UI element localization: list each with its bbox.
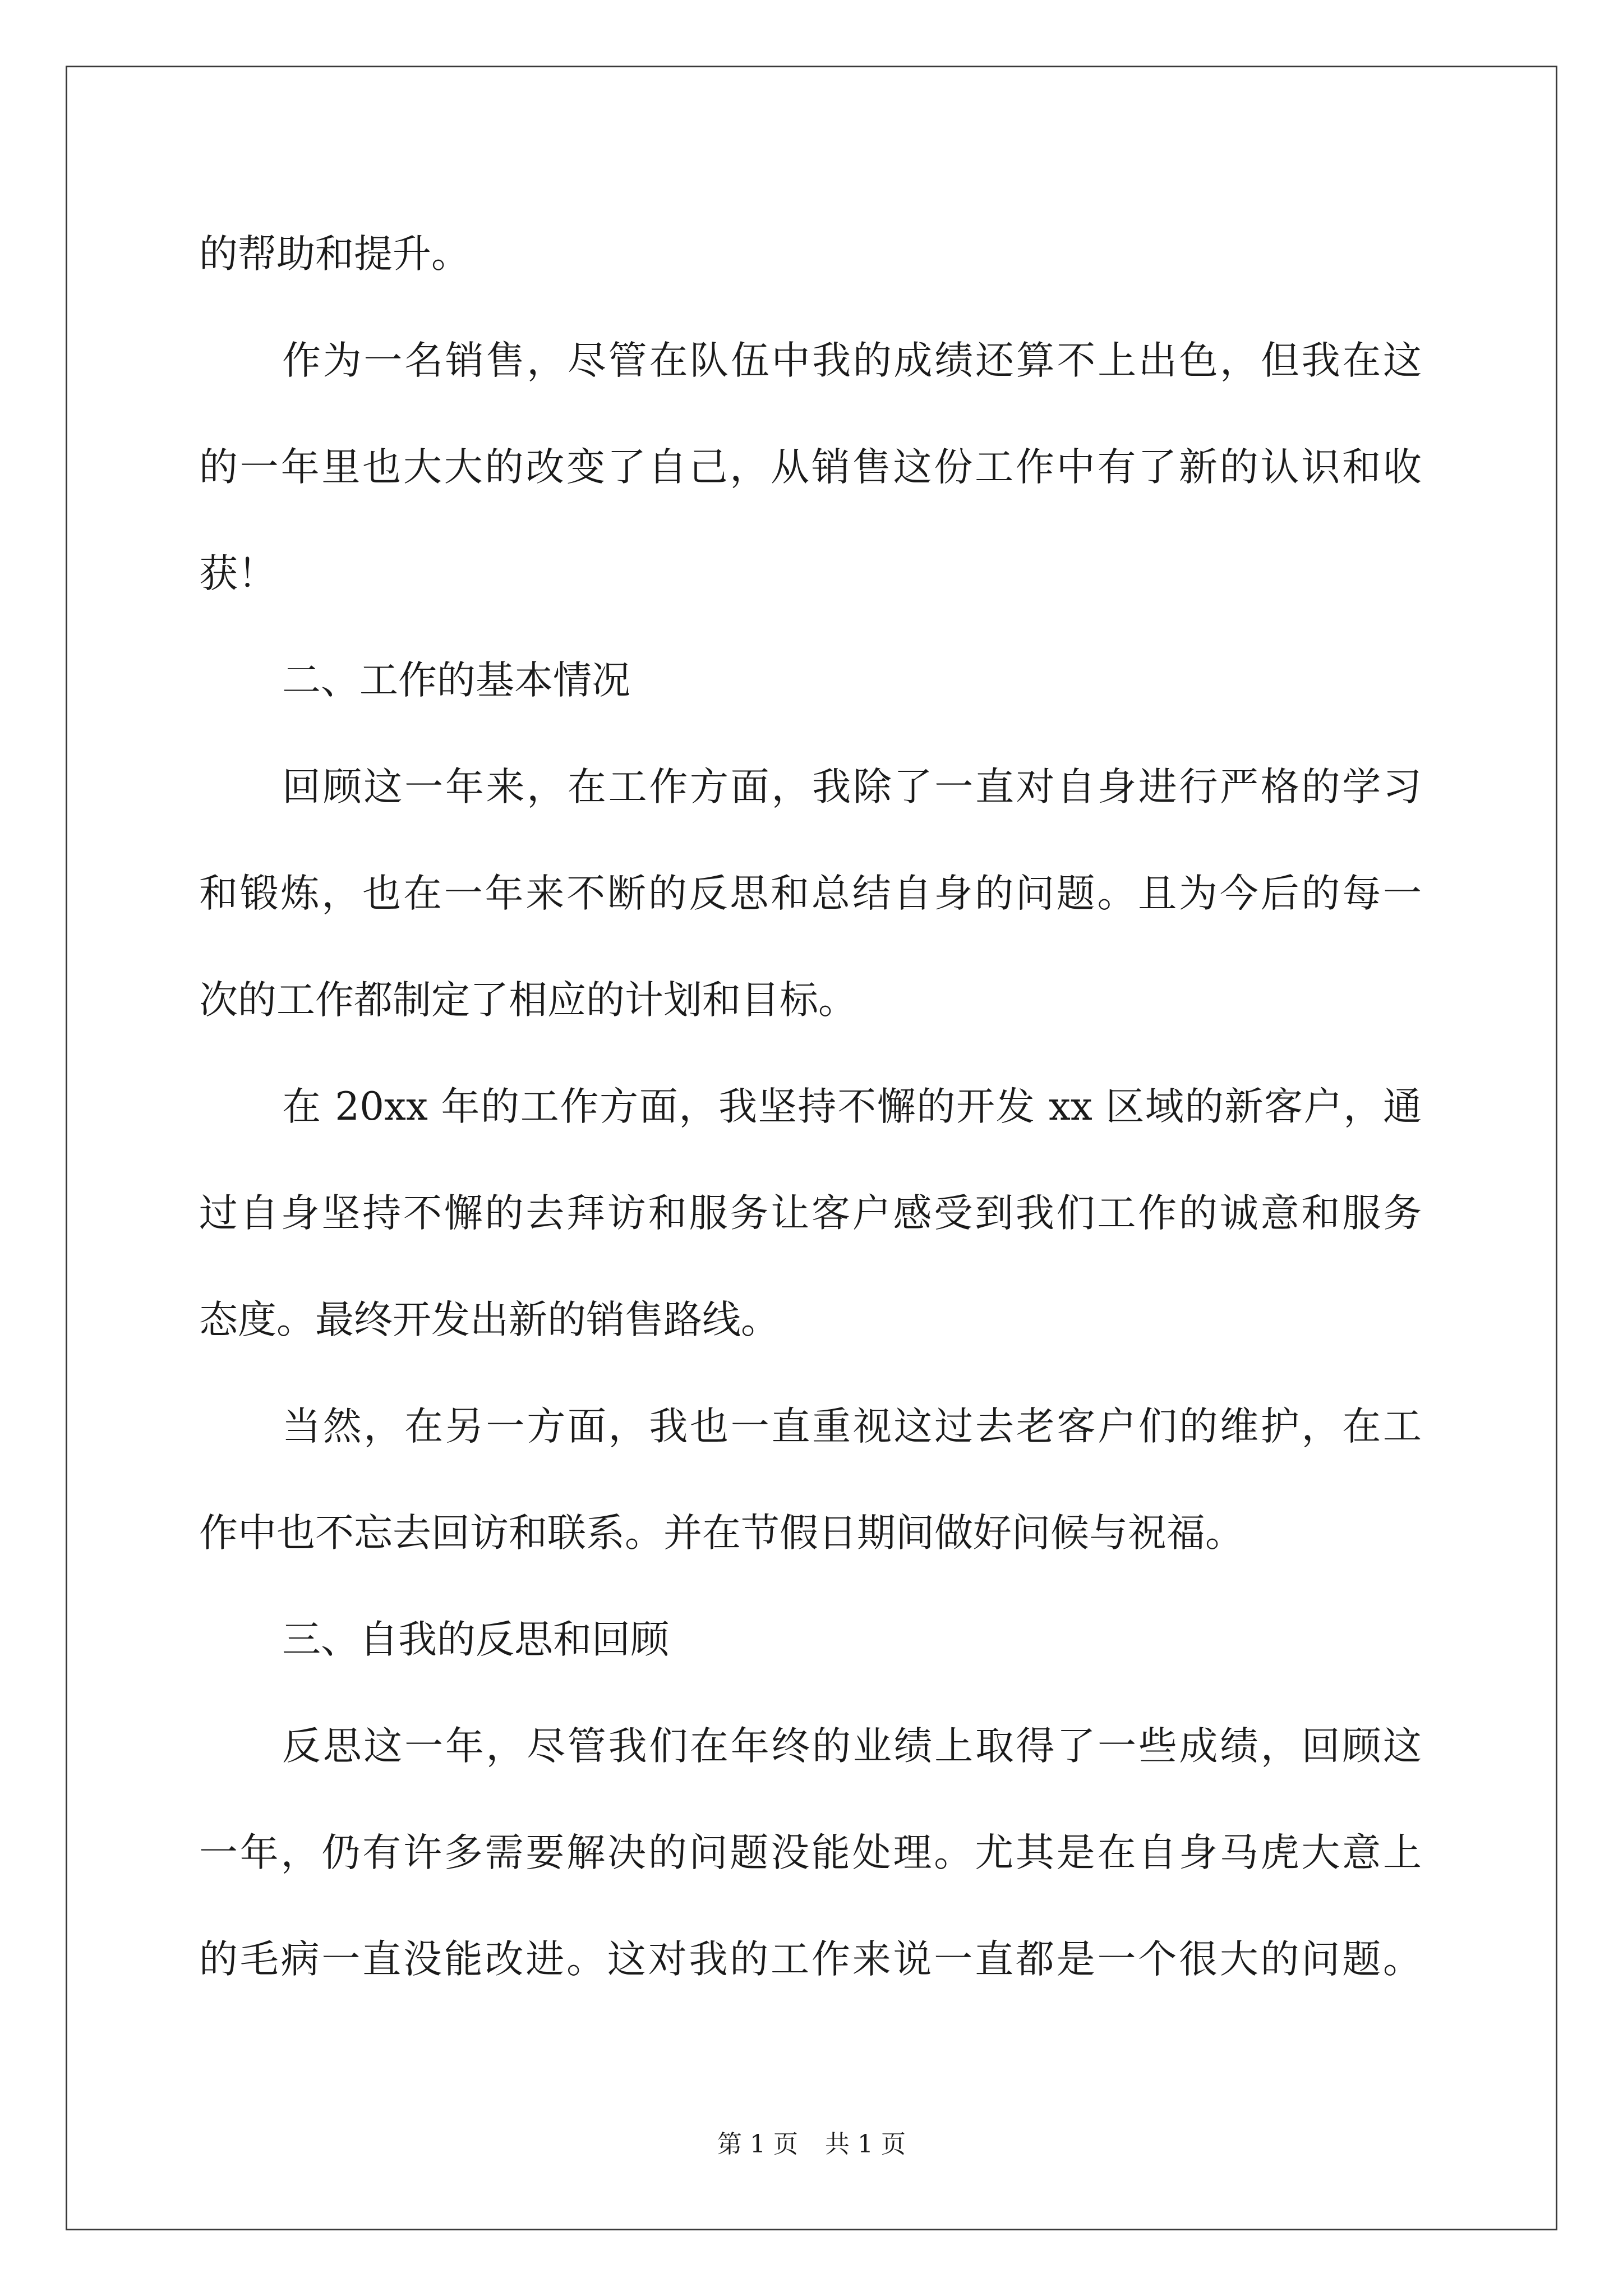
line-text: 一年，仍有许多需要解决的问题没能处理。尤其是在自身马虎大意上 [199,1830,1422,1875]
line-text: 态度。最终开发出新的销售路线。 [199,1297,780,1342]
line-text: 次的工作都制定了相应的计划和目标。 [199,978,857,1023]
text-line [199,1480,1422,1586]
text-line [199,1053,1422,1160]
text-line [199,201,1422,307]
page-footer [0,2128,1623,2161]
text-line [199,1267,1422,1373]
line-text: 反思这一年，尽管我们在年终的业绩上取得了一些成绩，回顾这 [282,1724,1422,1769]
text-line [199,840,1422,947]
text-line [199,1906,1422,2013]
line-text: 二、工作的基本情况 [282,658,630,703]
page-total: 共 1 页 [825,2130,906,2159]
line-text: 过自身坚持不懈的去拜访和服务让客户感受到我们工作的诚意和服务 [199,1191,1422,1236]
text-line [199,947,1422,1053]
line-text: 在 20xx 年的工作方面，我坚持不懈的开发 xx 区域的新客户，通 [282,1084,1422,1129]
text-line [199,1800,1422,1906]
line-text: 作为一名销售，尽管在队伍中我的成绩还算不上出色，但我在这 [282,338,1422,383]
line-text: 三、自我的反思和回顾 [282,1617,669,1662]
line-text: 的毛病一直没能改进。这对我的工作来说一直都是一个很大的问题。 [199,1937,1422,1982]
line-text: 当然，在另一方面，我也一直重视这过去老客户们的维护，在工 [282,1404,1422,1449]
line-text: 回顾这一年来，在工作方面，我除了一直对自身进行严格的学习 [282,765,1422,809]
text-line [199,1160,1422,1267]
page-number: 第 1 页 [717,2130,798,2159]
line-text: 的一年里也大大的改变了自己，从销售这份工作中有了新的认识和收 [199,445,1422,490]
line-text: 和锻炼，也在一年来不断的反思和总结自身的问题。且为今后的每一 [199,871,1422,916]
line-text: 获！ [199,551,276,596]
text-line [199,521,1422,627]
line-text: 的帮助和提升。 [199,232,470,277]
text-line [199,1373,1422,1480]
section-heading [199,627,1422,734]
text-line [199,307,1422,414]
text-line [199,414,1422,521]
document-body [199,201,1422,2013]
text-line [199,734,1422,840]
section-heading [199,1586,1422,1693]
text-line [199,1693,1422,1800]
line-text: 作中也不忘去回访和联系。并在节假日期间做好问候与祝福。 [199,1511,1244,1556]
